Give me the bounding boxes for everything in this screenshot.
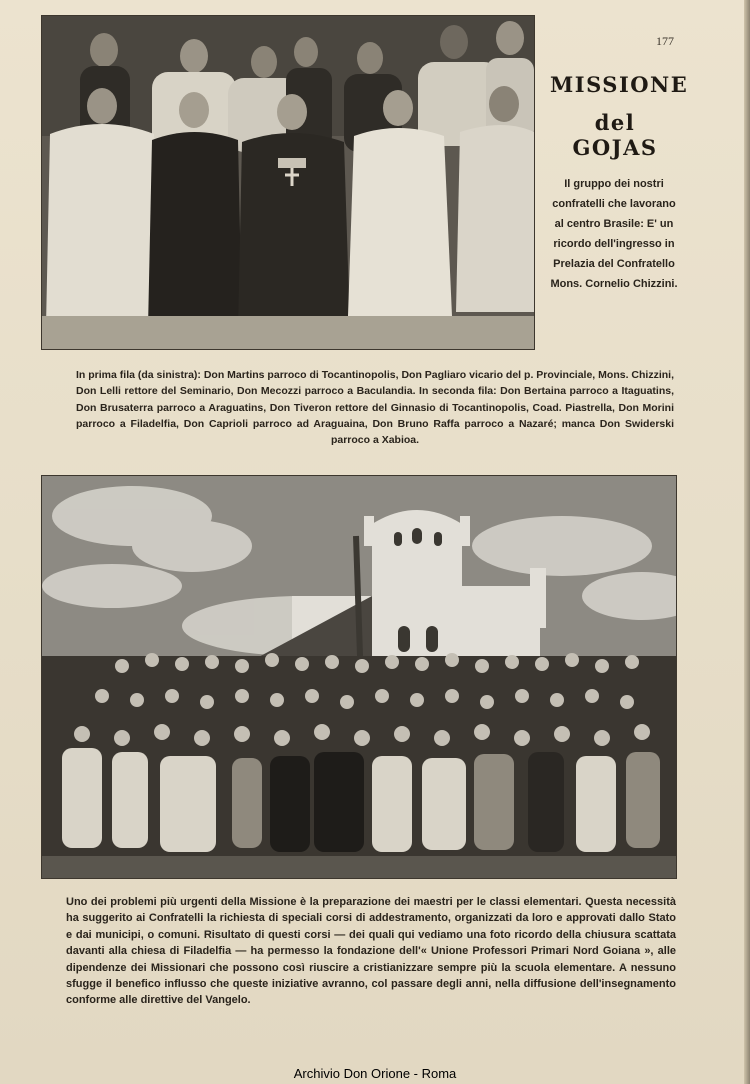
- teachers-church-photo: [41, 475, 677, 879]
- archive-watermark: Archivio Don Orione - Roma: [293, 1066, 457, 1081]
- group-photo-missionaries: [41, 15, 535, 350]
- group-photo-missionaries-illustration: [42, 16, 534, 349]
- names-caption: In prima fila (da sinistra): Don Martins parroco di Tocantinopolis, Don Pagliaro vicario del p. Provinciale, Mons. Chizzini, Don Lelli rettore del Seminario, Don Mecozzi parroco a Baculandia. In seconda fila: Don Bertaina parroco a Itaguatins, Don Brusaterra parroco a Araguatins, Don Tiveron rettore del Ginnasio di Tocantinopolis, Coad. Piastrella, Don Morini parroco a Filadelfia, Don Caprioli parroco ad Araguaina, Don Bruno Raffa parroco a Nazaré; manca Don Swiderski parroco a Xabioa.: [76, 369, 674, 447]
- teachers-church-photo-illustration: [42, 476, 676, 878]
- article-body-text: Uno dei problemi più urgenti della Missione è la preparazione dei maestri per le classi elementari. Questa necessità ha suggerito ai Confratelli la richiesta di speciali corsi di addestramento, organizzati da loro e approvati dallo Stato e dai municipi, o comuni. Risultato di questi corsi — dei quali qui vediamo una foto ricordo della chiusura scattata davanti alla chiesa di Filadelfia — ha permesso la fondazione dell'« Unione Professori Primari Nord Goiana », alle dipendenze dei Missionari che possono così riuscire a cristianizzare sempre più la scuola elementare. A nessuno sfugge il benefico influsso che queste iniziative avranno, col passare degli anni, nella diffusione dell'insegnamento conforme alle direttive del Vangelo.: [66, 896, 676, 1007]
- page-number: 177: [656, 34, 674, 48]
- article-title-line2: del GOJAS: [572, 110, 658, 160]
- binding-gutter: [744, 0, 750, 1084]
- top-photo-caption: Il gruppo dei nostri confratelli che lavorano al centro Brasile: E' un ricordo dell'ingresso in Prelazia del Confratello Mons. Cornelio Chizzini.: [550, 178, 678, 290]
- article-title-line1: MISSIONE: [550, 72, 689, 97]
